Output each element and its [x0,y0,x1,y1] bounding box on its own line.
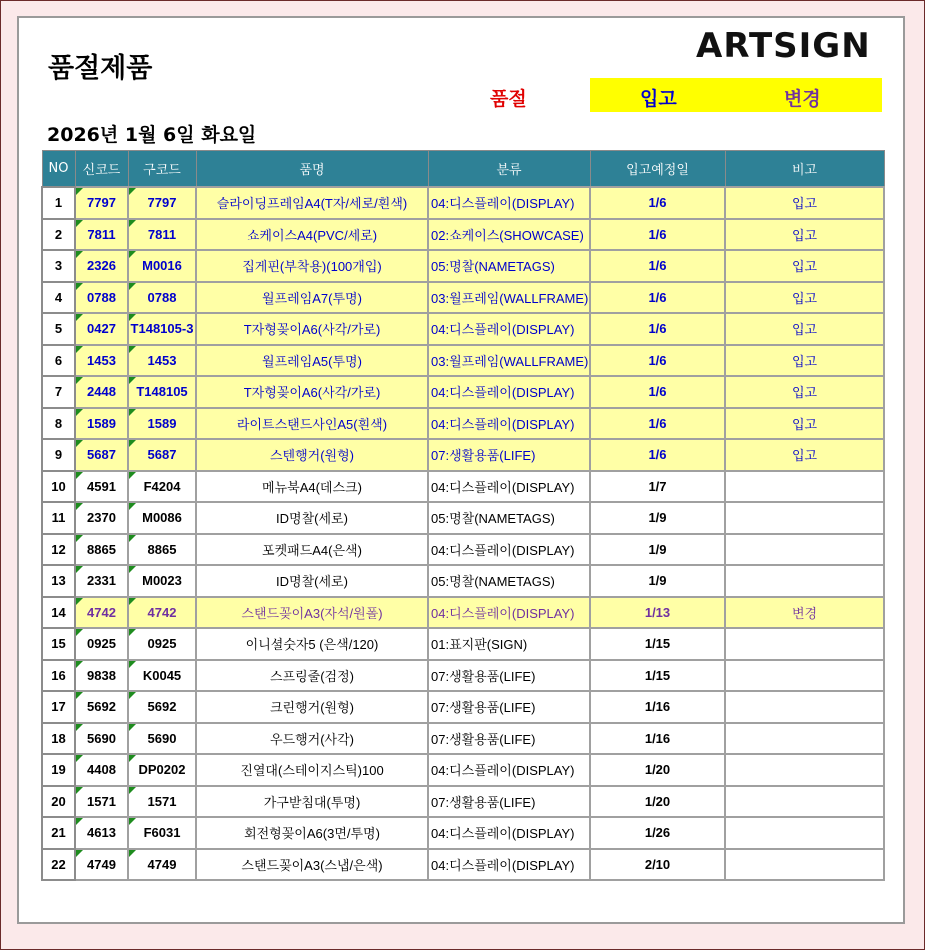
cell-product-name[interactable]: 이니셜숫자5 (은색/120) [196,628,428,660]
cell-new-code[interactable]: 2370 [75,502,128,534]
cell-product-name[interactable]: 스탠드꽂이A3(자석/원폴) [196,597,428,629]
cell-note[interactable]: 입고 [725,282,884,314]
cell-new-code[interactable]: 4749 [75,849,128,881]
cell-new-code[interactable]: 0925 [75,628,128,660]
cell-no[interactable]: 10 [42,471,75,503]
cell-expected-date[interactable]: 1/9 [590,565,725,597]
cell-expected-date[interactable]: 1/6 [590,250,725,282]
cell-note[interactable] [725,471,884,503]
table-row[interactable] [42,313,884,345]
cell-product-name[interactable]: ID명찰(세로) [196,565,428,597]
cell-no[interactable]: 20 [42,786,75,818]
table-row[interactable] [42,376,884,408]
cell-expected-date[interactable]: 1/6 [590,439,725,471]
cell-old-code[interactable]: 5692 [128,691,196,723]
cell-old-code[interactable]: M0016 [128,250,196,282]
cell-category[interactable]: 03:월프레임(WALLFRAME) [428,345,590,377]
cell-product-name[interactable]: 월프레임A5(투명) [196,345,428,377]
table-row[interactable] [42,786,884,818]
cell-product-name[interactable]: 스텐행거(원형) [196,439,428,471]
cell-product-name[interactable]: 라이트스탠드사인A5(흰색) [196,408,428,440]
cell-expected-date[interactable]: 1/6 [590,408,725,440]
cell-new-code[interactable]: 1589 [75,408,128,440]
cell-category[interactable]: 04:디스플레이(DISPLAY) [428,187,590,219]
cell-new-code[interactable]: 2326 [75,250,128,282]
cell-note[interactable] [725,849,884,881]
cell-product-name[interactable]: 회전형꽂이A6(3면/투명) [196,817,428,849]
cell-no[interactable]: 2 [42,219,75,251]
table-row[interactable] [42,534,884,566]
col-header-note: 비고 [725,151,884,188]
cell-expected-date[interactable]: 1/9 [590,534,725,566]
table-row[interactable] [42,250,884,282]
cell-new-code[interactable]: 7811 [75,219,128,251]
cell-no[interactable]: 11 [42,502,75,534]
cell-note[interactable]: 입고 [725,376,884,408]
cell-note[interactable]: 입고 [725,219,884,251]
cell-old-code[interactable]: T148105 [128,376,196,408]
page-title: 품절제품 [48,53,153,84]
cell-product-name[interactable]: 진열대(스테이지스틱)100 [196,754,428,786]
cell-note[interactable] [725,817,884,849]
cell-note[interactable] [725,628,884,660]
cell-old-code[interactable]: 4742 [128,597,196,629]
cell-product-name[interactable]: 월프레임A7(투명) [196,282,428,314]
table-row[interactable] [42,723,884,755]
cell-old-code[interactable]: 1453 [128,345,196,377]
cell-category[interactable]: 05:명찰(NAMETAGS) [428,250,590,282]
cell-no[interactable]: 19 [42,754,75,786]
cell-new-code[interactable]: 5687 [75,439,128,471]
cell-old-code[interactable]: 7797 [128,187,196,219]
table-row[interactable] [42,660,884,692]
cell-product-name[interactable]: 포켓패드A4(은색) [196,534,428,566]
cell-old-code[interactable]: 4749 [128,849,196,881]
cell-note[interactable] [725,723,884,755]
cell-expected-date[interactable]: 1/6 [590,187,725,219]
table-row[interactable] [42,439,884,471]
col-header-new-code: 신코드 [75,151,128,188]
cell-category[interactable]: 04:디스플레이(DISPLAY) [428,471,590,503]
cell-note[interactable]: 입고 [725,250,884,282]
cell-new-code[interactable]: 1571 [75,786,128,818]
cell-no[interactable]: 15 [42,628,75,660]
cell-expected-date[interactable]: 1/20 [590,786,725,818]
cell-note[interactable]: 입고 [725,439,884,471]
cell-product-name[interactable]: T자형꽂이A6(사각/가로) [196,376,428,408]
cell-no[interactable]: 14 [42,597,75,629]
table-row[interactable] [42,628,884,660]
cell-no[interactable]: 16 [42,660,75,692]
cell-no[interactable]: 8 [42,408,75,440]
cell-note[interactable] [725,565,884,597]
cell-new-code[interactable]: 0427 [75,313,128,345]
cell-old-code[interactable]: 1571 [128,786,196,818]
legend-change: 변경 [784,88,821,110]
cell-product-name[interactable]: 스프링줄(검정) [196,660,428,692]
cell-no[interactable]: 1 [42,187,75,219]
cell-new-code[interactable]: 1453 [75,345,128,377]
cell-new-code[interactable]: 4742 [75,597,128,629]
cell-category[interactable]: 07:생활용품(LIFE) [428,786,590,818]
cell-expected-date[interactable]: 1/9 [590,502,725,534]
cell-product-name[interactable]: 슬라이딩프레임A4(T자/세로/흰색) [196,187,428,219]
table-header-row [42,151,884,188]
cell-category[interactable]: 04:디스플레이(DISPLAY) [428,597,590,629]
cell-old-code[interactable]: M0023 [128,565,196,597]
cell-note[interactable]: 변경 [725,597,884,629]
cell-expected-date[interactable]: 1/6 [590,345,725,377]
cell-old-code[interactable]: 1589 [128,408,196,440]
cell-old-code[interactable]: DP0202 [128,754,196,786]
cell-expected-date[interactable]: 1/16 [590,723,725,755]
cell-no[interactable]: 12 [42,534,75,566]
cell-expected-date[interactable]: 1/20 [590,754,725,786]
cell-expected-date[interactable]: 1/6 [590,219,725,251]
cell-old-code[interactable]: 8865 [128,534,196,566]
cell-new-code[interactable]: 5692 [75,691,128,723]
cell-product-name[interactable]: 가구받침대(투명) [196,786,428,818]
cell-expected-date[interactable]: 1/13 [590,597,725,629]
report-date: 2026년 1월 6일 화요일 [47,124,257,146]
cell-note[interactable] [725,502,884,534]
cell-no[interactable]: 18 [42,723,75,755]
cell-category[interactable]: 04:디스플레이(DISPLAY) [428,376,590,408]
cell-expected-date[interactable]: 1/6 [590,282,725,314]
cell-new-code[interactable]: 4591 [75,471,128,503]
cell-old-code[interactable]: K0045 [128,660,196,692]
brand-logo: ARTSIGN [696,26,871,66]
cell-category[interactable]: 04:디스플레이(DISPLAY) [428,849,590,881]
cell-no[interactable]: 3 [42,250,75,282]
cell-category[interactable]: 04:디스플레이(DISPLAY) [428,313,590,345]
cell-product-name[interactable]: 쇼케이스A4(PVC/세로) [196,219,428,251]
cell-no[interactable]: 13 [42,565,75,597]
cell-note[interactable]: 입고 [725,187,884,219]
cell-new-code[interactable]: 4408 [75,754,128,786]
cell-note[interactable] [725,660,884,692]
cell-new-code[interactable]: 4613 [75,817,128,849]
cell-category[interactable]: 05:명찰(NAMETAGS) [428,502,590,534]
cell-category[interactable]: 01:표지판(SIGN) [428,628,590,660]
col-header-old-code: 구코드 [128,151,196,188]
cell-category[interactable]: 07:생활용품(LIFE) [428,660,590,692]
table-row[interactable] [42,849,884,881]
cell-expected-date[interactable]: 1/6 [590,313,725,345]
cell-no[interactable]: 4 [42,282,75,314]
col-header-no: NO [42,151,75,188]
table-row[interactable] [42,754,884,786]
cell-category[interactable]: 04:디스플레이(DISPLAY) [428,534,590,566]
table-row[interactable] [42,219,884,251]
cell-new-code[interactable]: 8865 [75,534,128,566]
cell-no[interactable]: 5 [42,313,75,345]
cell-expected-date[interactable]: 1/16 [590,691,725,723]
table-row[interactable] [42,817,884,849]
cell-expected-date[interactable]: 1/15 [590,628,725,660]
col-header-expected-date: 입고예정일 [590,151,725,188]
legend-restock: 입고 [640,88,677,110]
legend-soldout: 품절 [490,88,527,110]
table-row[interactable] [42,471,884,503]
cell-new-code[interactable]: 2331 [75,565,128,597]
cell-new-code[interactable]: 5690 [75,723,128,755]
table-row[interactable] [42,187,884,219]
table-row[interactable] [42,565,884,597]
cell-product-name[interactable]: 메뉴북A4(데스크) [196,471,428,503]
cell-note[interactable] [725,534,884,566]
cell-new-code[interactable]: 9838 [75,660,128,692]
cell-expected-date[interactable]: 1/15 [590,660,725,692]
table-body [42,187,884,880]
cell-product-name[interactable]: 집게핀(부착용)(100개입) [196,250,428,282]
cell-category[interactable]: 02:쇼케이스(SHOWCASE) [428,219,590,251]
cell-expected-date[interactable]: 1/7 [590,471,725,503]
cell-product-name[interactable]: 우드행거(사각) [196,723,428,755]
col-header-product-name: 품명 [196,151,428,188]
soldout-table [41,150,885,881]
cell-new-code[interactable]: 0788 [75,282,128,314]
cell-old-code[interactable]: F4204 [128,471,196,503]
cell-note[interactable]: 입고 [725,408,884,440]
cell-note[interactable]: 입고 [725,345,884,377]
cell-no[interactable]: 7 [42,376,75,408]
table-row[interactable] [42,502,884,534]
cell-product-name[interactable]: 스탠드꽂이A3(스냅/은색) [196,849,428,881]
cell-old-code[interactable]: 5690 [128,723,196,755]
cell-note[interactable] [725,691,884,723]
cell-category[interactable]: 03:월프레임(WALLFRAME) [428,282,590,314]
cell-expected-date[interactable]: 2/10 [590,849,725,881]
cell-category[interactable]: 07:생활용품(LIFE) [428,723,590,755]
cell-expected-date[interactable]: 1/6 [590,376,725,408]
cell-note[interactable] [725,754,884,786]
cell-product-name[interactable]: T자형꽂이A6(사각/가로) [196,313,428,345]
cell-note[interactable]: 입고 [725,313,884,345]
col-header-category: 분류 [428,151,590,188]
cell-old-code[interactable]: 0925 [128,628,196,660]
cell-category[interactable]: 07:생활용품(LIFE) [428,439,590,471]
cell-old-code[interactable]: 0788 [128,282,196,314]
cell-old-code[interactable]: 5687 [128,439,196,471]
cell-no[interactable]: 9 [42,439,75,471]
table-row[interactable] [42,282,884,314]
cell-category[interactable]: 04:디스플레이(DISPLAY) [428,754,590,786]
cell-category[interactable]: 04:디스플레이(DISPLAY) [428,817,590,849]
cell-category[interactable]: 04:디스플레이(DISPLAY) [428,408,590,440]
table-row[interactable] [42,691,884,723]
cell-no[interactable]: 6 [42,345,75,377]
cell-old-code[interactable]: T148105-3 [128,313,196,345]
cell-category[interactable]: 05:명찰(NAMETAGS) [428,565,590,597]
cell-category[interactable]: 07:생활용품(LIFE) [428,691,590,723]
table-row[interactable] [42,408,884,440]
table-row[interactable] [42,345,884,377]
cell-note[interactable] [725,786,884,818]
cell-no[interactable]: 17 [42,691,75,723]
cell-product-name[interactable]: 크린행거(원형) [196,691,428,723]
cell-expected-date[interactable]: 1/26 [590,817,725,849]
cell-old-code[interactable]: 7811 [128,219,196,251]
cell-old-code[interactable]: F6031 [128,817,196,849]
cell-old-code[interactable]: M0086 [128,502,196,534]
cell-new-code[interactable]: 2448 [75,376,128,408]
legend-highlight-bar [590,78,882,112]
cell-product-name[interactable]: ID명찰(세로) [196,502,428,534]
cell-no[interactable]: 21 [42,817,75,849]
cell-no[interactable]: 22 [42,849,75,881]
table-row[interactable] [42,597,884,629]
cell-new-code[interactable]: 7797 [75,187,128,219]
